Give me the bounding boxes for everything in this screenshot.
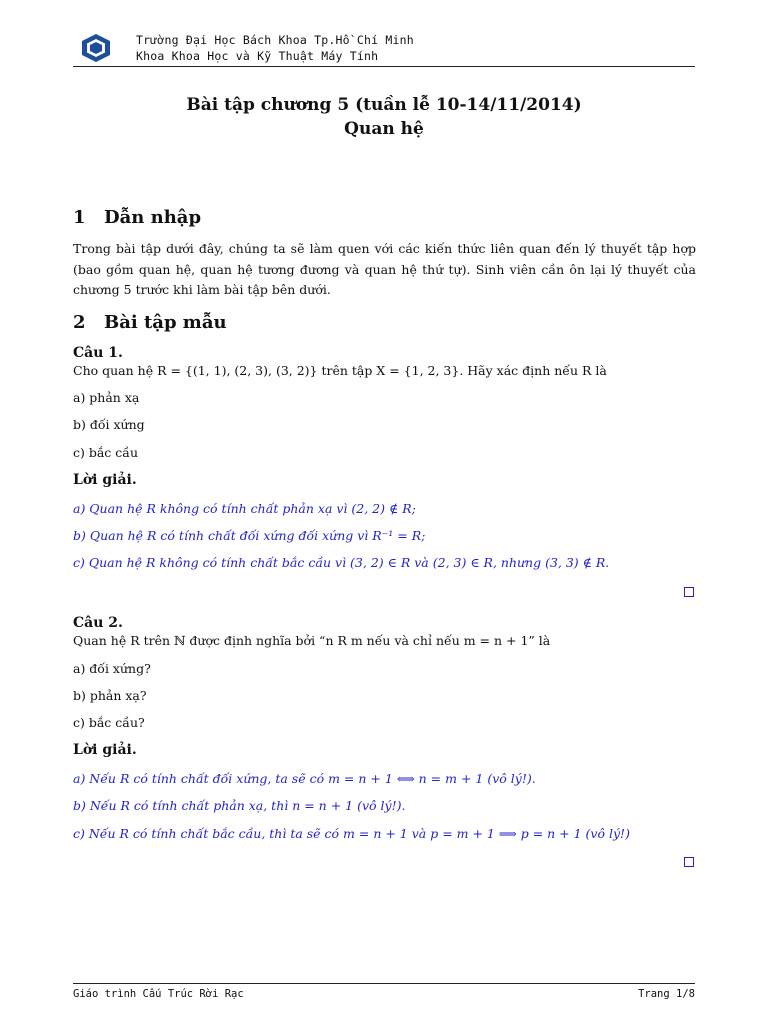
- section-heading-1: 1 Dẫn nhập: [73, 207, 202, 228]
- header-faculty: Khoa Khoa Học và Kỹ Thuật Máy Tính: [136, 49, 379, 63]
- footer-course-name: Giáo trình Cấu Trúc Rời Rạc: [73, 988, 244, 1000]
- footer-page-number: Trang 1/8: [638, 988, 695, 1000]
- qed-symbol-1: [684, 587, 694, 597]
- question-1-solution-a: a) Quan hệ R không có tính chất phản xạ vì (2, 2) ∉ R;: [73, 501, 416, 516]
- question-1-title: Câu 1.: [73, 345, 123, 361]
- question-1-option-b: b) đối xứng: [73, 417, 145, 432]
- question-2-solution-b: b) Nếu R có tính chất phản xạ, thì n = n + 1 (vô lý!).: [73, 798, 406, 813]
- question-2-option-b: b) phản xạ?: [73, 688, 147, 703]
- question-2-option-a: a) đối xứng?: [73, 661, 151, 676]
- document-title: Bài tập chương 5 (tuần lễ 10-14/11/2014): [186, 95, 582, 115]
- question-2-title: Câu 2.: [73, 615, 123, 631]
- section-heading-2: 2 Bài tập mẫu: [73, 312, 227, 333]
- question-2-solution-a: a) Nếu R có tính chất đối xứng, ta sẽ có m = n + 1 ⟺ n = m + 1 (vô lý!).: [73, 771, 536, 786]
- question-1-option-a: a) phản xạ: [73, 390, 140, 405]
- intro-paragraph: Trong bài tập dưới đây, chúng ta sẽ làm quen với các kiến thức liên quan đến lý thuyết tập hợp (bao gồm quan hệ, quan hệ tương đương và quan hệ thứ tự). Sinh viên cần ôn lại lý thuyết của chương 5 trước khi làm bài tập bên dưới.: [73, 241, 696, 297]
- footer-rule: [73, 983, 695, 984]
- question-1-prompt: Cho quan hệ R = {(1, 1), (2, 3), (3, 2)} trên tập X = {1, 2, 3}. Hãy xác định nếu R là: [73, 363, 607, 378]
- document-subtitle: Quan hệ: [344, 119, 424, 139]
- question-2-prompt: Quan hệ R trên ℕ được định nghĩa bởi “n R m nếu và chỉ nếu m = n + 1” là: [73, 633, 551, 648]
- header-university: Trường Đại Học Bách Khoa Tp.Hồ Chí Minh: [136, 33, 414, 47]
- qed-symbol-2: [684, 857, 694, 867]
- question-2-option-c: c) bắc cầu?: [73, 715, 145, 730]
- question-1-solution-label: Lời giải.: [73, 472, 137, 488]
- question-1-solution-b: b) Quan hệ R có tính chất đối xứng đối xứng vì R⁻¹ = R;: [73, 528, 426, 543]
- question-2-solution-label: Lời giải.: [73, 742, 137, 758]
- header-rule: [73, 66, 695, 67]
- question-1-option-c: c) bắc cầu: [73, 445, 138, 460]
- question-1-solution-c: c) Quan hệ R không có tính chất bắc cầu vì (3, 2) ∈ R và (2, 3) ∈ R, nhưng (3, 3) ∉ R.: [73, 555, 610, 570]
- university-logo: [79, 33, 113, 63]
- question-2-solution-c: c) Nếu R có tính chất bắc cầu, thì ta sẽ có m = n + 1 và p = m + 1 ⟹ p = n + 1 (vô lý!): [73, 826, 630, 841]
